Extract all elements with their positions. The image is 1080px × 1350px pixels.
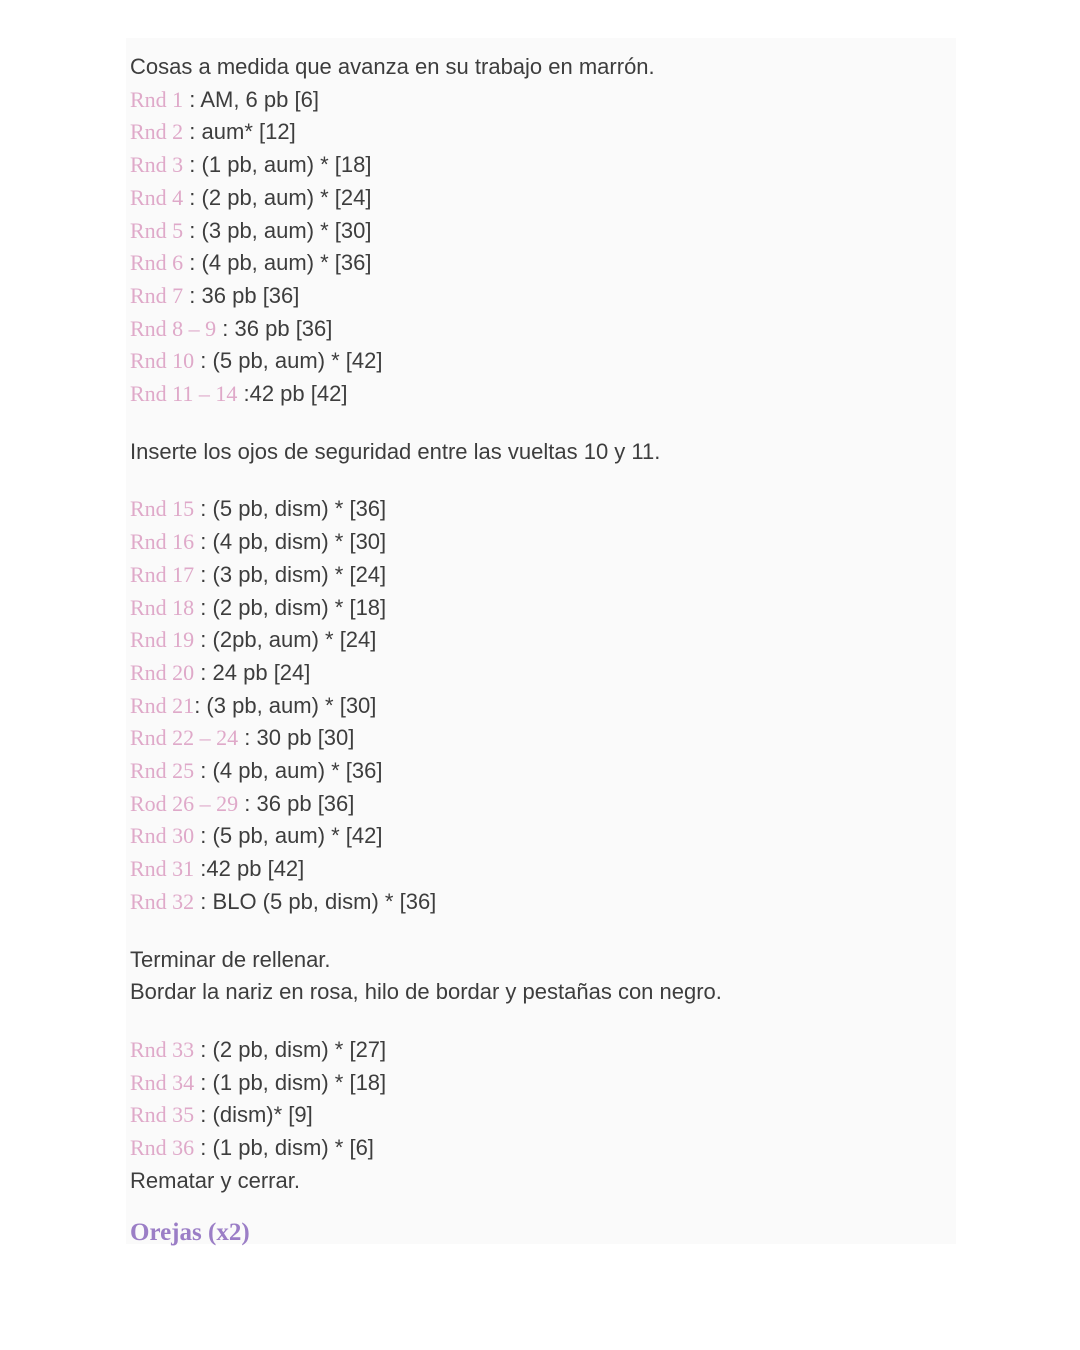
round-separator: : — [194, 692, 207, 718]
round-separator: : — [194, 758, 213, 784]
round-label: Rnd 1 — [130, 86, 184, 112]
round-label: Rnd 15 — [130, 496, 195, 522]
round-instruction: (3 pb, aum) * [30] — [206, 692, 377, 718]
round-separator: : — [194, 1069, 213, 1095]
round-label: Rod 26 – 29 — [130, 790, 239, 816]
round-separator: : — [194, 1102, 213, 1128]
round-label: Rnd 30 — [130, 823, 195, 849]
round-instruction: (2 pb, dism) * [18] — [212, 594, 387, 620]
round-instruction: 30 pb [30] — [256, 725, 355, 751]
round-line — [130, 690, 936, 723]
round-instruction: (2pb, aum) * [24] — [212, 627, 377, 653]
round-line — [130, 592, 936, 625]
round-line — [130, 313, 936, 346]
round-separator: : — [194, 496, 213, 522]
round-instruction: (2 pb, aum) * [24] — [201, 184, 372, 210]
round-instruction: BLO (5 pb, dism) * [36] — [212, 888, 437, 914]
blank-line — [130, 1009, 936, 1034]
round-separator: : — [238, 725, 257, 751]
round-instruction: (3 pb, dism) * [24] — [212, 561, 387, 587]
round-separator: : — [183, 86, 201, 112]
round-separator: : — [238, 790, 257, 816]
round-label: Rnd 4 — [130, 184, 184, 210]
round-separator: : — [183, 184, 202, 210]
round-label: Rnd 36 — [130, 1135, 195, 1161]
round-label: Rnd 8 – 9 — [130, 315, 217, 341]
round-separator: : — [194, 856, 207, 882]
blank-line — [130, 411, 936, 436]
round-line — [130, 559, 936, 592]
round-line — [130, 280, 936, 313]
round-line — [130, 820, 936, 853]
round-line — [130, 1034, 936, 1067]
round-label: Rnd 5 — [130, 217, 184, 243]
round-separator: : — [183, 119, 202, 145]
round-label: Rnd 21 — [130, 692, 195, 718]
round-line — [130, 853, 936, 886]
round-label: Rnd 17 — [130, 561, 195, 587]
round-label: Rnd 34 — [130, 1069, 195, 1095]
paragraph: Terminar de rellenar. — [130, 946, 331, 972]
round-instruction: (dism)* [9] — [212, 1102, 313, 1128]
section-heading: Orejas (x2) — [130, 1218, 250, 1246]
round-label: Rnd 33 — [130, 1036, 195, 1062]
round-line — [130, 215, 936, 248]
round-label: Rnd 18 — [130, 594, 195, 620]
paragraph: Rematar y cerrar. — [130, 1167, 300, 1193]
round-line — [130, 1067, 936, 1100]
round-separator: : — [194, 529, 213, 555]
round-instruction: 36 pb [36] — [201, 282, 300, 308]
paragraph: Inserte los ojos de seguridad entre las vueltas 10 y 11. — [130, 438, 661, 464]
round-instruction: (1 pb, dism) * [18] — [212, 1069, 387, 1095]
round-line — [130, 722, 936, 755]
round-label: Rnd 19 — [130, 627, 195, 653]
round-instruction: (5 pb, dism) * [36] — [212, 496, 387, 522]
round-instruction: (4 pb, aum) * [36] — [212, 758, 383, 784]
blank-line — [130, 468, 936, 493]
round-instruction: 36 pb [36] — [234, 315, 333, 341]
round-line — [130, 378, 936, 411]
round-line — [130, 345, 936, 378]
round-label: Rnd 25 — [130, 758, 195, 784]
round-instruction: (1 pb, aum) * [18] — [201, 152, 372, 178]
round-line — [130, 84, 936, 117]
paragraph: Bordar la nariz en rosa, hilo de bordar y pestañas con negro. — [130, 979, 722, 1005]
round-line — [130, 526, 936, 559]
round-label: Rnd 16 — [130, 529, 195, 555]
round-line — [130, 886, 936, 919]
round-separator: : — [194, 594, 213, 620]
round-label: Rnd 32 — [130, 888, 195, 914]
round-separator: : — [183, 282, 202, 308]
blank-line — [130, 919, 936, 944]
round-line — [130, 1099, 936, 1132]
round-label: Rnd 10 — [130, 348, 195, 374]
round-label: Rnd 3 — [130, 152, 184, 178]
round-separator: : — [237, 381, 250, 407]
round-separator: : — [216, 315, 235, 341]
round-separator: : — [194, 823, 213, 849]
round-instruction: (1 pb, dism) * [6] — [212, 1135, 374, 1161]
round-line — [130, 493, 936, 526]
round-separator: : — [194, 561, 213, 587]
round-separator: : — [194, 1036, 213, 1062]
round-instruction: 24 pb [24] — [212, 659, 311, 685]
round-label: Rnd 2 — [130, 119, 184, 145]
round-label: Rnd 20 — [130, 659, 195, 685]
round-separator: : — [194, 659, 213, 685]
round-line — [130, 1132, 936, 1165]
round-instruction: 42 pb [42] — [206, 856, 305, 882]
round-separator: : — [183, 217, 202, 243]
round-instruction: (4 pb, dism) * [30] — [212, 529, 387, 555]
pattern-card — [126, 38, 956, 1244]
round-label: Rnd 6 — [130, 250, 184, 276]
round-separator: : — [194, 627, 213, 653]
round-line — [130, 182, 936, 215]
round-label: Rnd 22 – 24 — [130, 725, 239, 751]
round-label: Rnd 11 – 14 — [130, 381, 238, 407]
round-separator: : — [194, 888, 213, 914]
round-line — [130, 788, 936, 821]
round-line — [130, 247, 936, 280]
paragraph: Cosas a medida que avanza en su trabajo en marrón. — [130, 54, 655, 79]
round-instruction: (5 pb, aum) * [42] — [212, 348, 383, 374]
round-instruction: (3 pb, aum) * [30] — [201, 217, 372, 243]
round-label: Rnd 35 — [130, 1102, 195, 1128]
round-line — [130, 624, 936, 657]
round-instruction: 36 pb [36] — [256, 790, 355, 816]
round-label: Rnd 7 — [130, 282, 184, 308]
round-instruction: (2 pb, dism) * [27] — [212, 1036, 387, 1062]
round-instruction: AM, 6 pb [6] — [200, 86, 319, 112]
round-instruction: (4 pb, aum) * [36] — [201, 250, 372, 276]
round-separator: : — [194, 1135, 213, 1161]
round-separator: : — [183, 250, 202, 276]
round-line — [130, 755, 936, 788]
round-separator: : — [194, 348, 213, 374]
round-separator: : — [183, 152, 202, 178]
round-line — [130, 116, 936, 149]
round-instruction: 42 pb [42] — [249, 381, 348, 407]
round-line — [130, 657, 936, 690]
round-label: Rnd 31 — [130, 856, 195, 882]
round-instruction: aum* [12] — [201, 119, 296, 145]
round-line — [130, 149, 936, 182]
round-instruction: (5 pb, aum) * [42] — [212, 823, 383, 849]
